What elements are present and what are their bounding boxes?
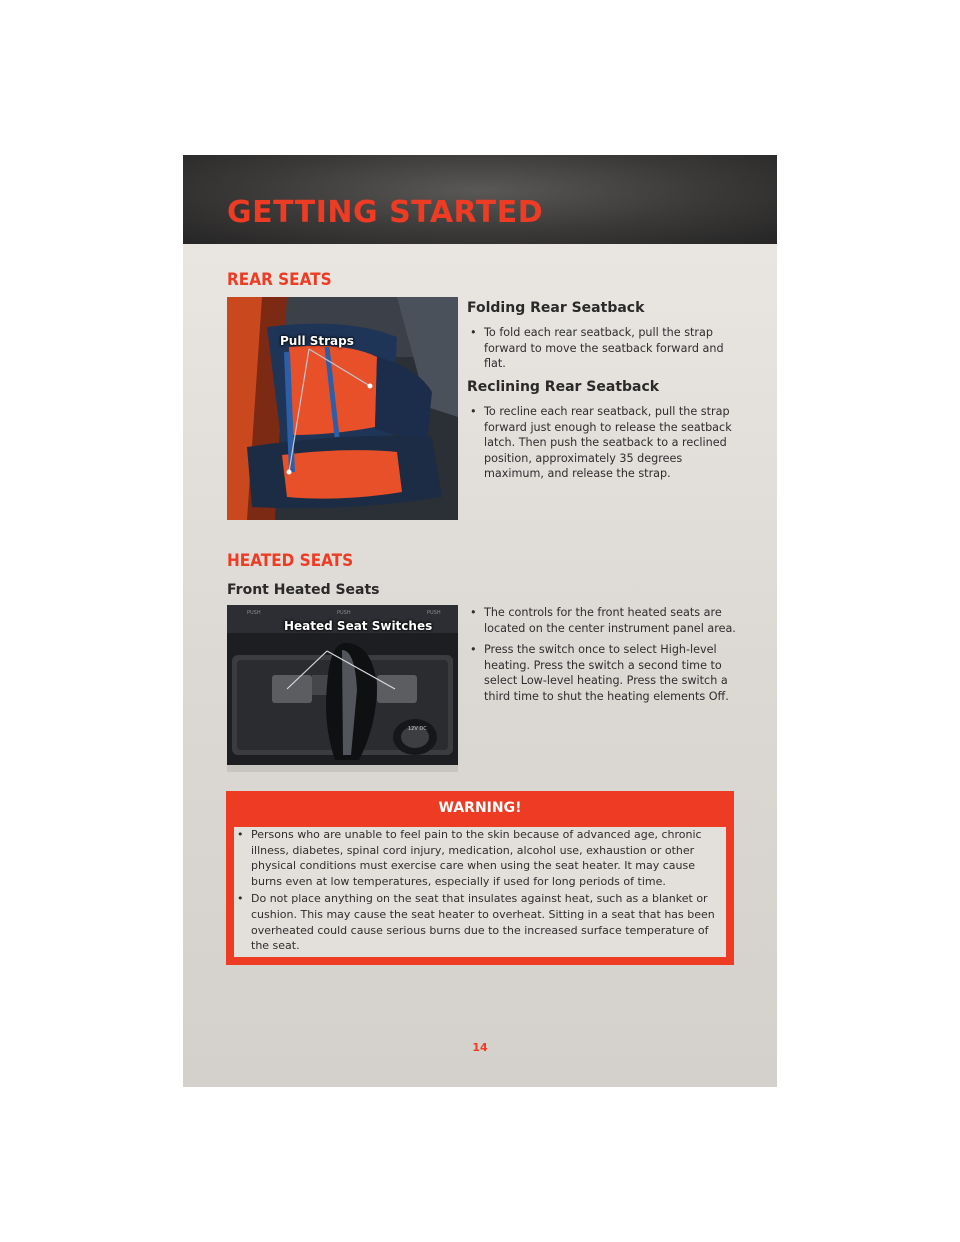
heated-seat-switches-callout: Heated Seat Switches <box>284 619 433 633</box>
folding-bullets <box>467 325 737 378</box>
front-heated-seats-title: Front Heated Seats <box>227 582 380 598</box>
header-title: GETTING STARTED <box>227 195 544 230</box>
heated-seats-bullets <box>467 605 737 711</box>
pull-straps-callout: Pull Straps <box>280 334 354 348</box>
manual-page <box>183 155 777 1087</box>
rear-seats-title: REAR SEATS <box>227 270 332 290</box>
photo-label-push: PUSH <box>247 610 261 616</box>
photo-label-push: PUSH <box>427 610 441 616</box>
warning-bullets <box>234 827 722 956</box>
warning-box <box>226 791 734 965</box>
rear-seat-photo <box>227 297 458 520</box>
page-number: 14 <box>472 1041 488 1054</box>
folding-rear-seatback-title: Folding Rear Seatback <box>467 300 645 316</box>
page-header <box>183 155 777 244</box>
list-item: • Do not place anything on the seat that insulates against heat, such as a blanket or cushion. This may cause the seat heater to overheat. Sitting in a seat that has been overheated could cause serious burns due to the increased surface temperature of the seat. <box>234 891 722 953</box>
list-item: • Press the switch once to select High-level heating. Press the switch a second time to select Low-level heating. Press the switch a third time to shut the heating elements Off. <box>467 642 737 704</box>
list-item: • The controls for the front heated seats are located on the center instrument panel area. <box>467 605 737 636</box>
heated-seat-switch-photo <box>227 605 458 772</box>
photo-label-push: PUSH <box>337 610 351 616</box>
reclining-bullets <box>467 404 737 488</box>
heated-seats-title: HEATED SEATS <box>227 551 354 571</box>
warning-title: WARNING! <box>438 800 522 816</box>
list-item: • To fold each rear seatback, pull the strap forward to move the seatback forward and flat. <box>467 325 737 372</box>
warning-body <box>234 827 726 957</box>
list-item: • To recline each rear seatback, pull the strap forward just enough to release the seatback latch. Then push the seatback to a reclined position, approximately 35 degrees maximum, and release the strap. <box>467 404 737 482</box>
reclining-rear-seatback-title: Reclining Rear Seatback <box>467 379 660 395</box>
photo-label-power: 12V DC <box>408 726 427 732</box>
list-item: • Persons who are unable to feel pain to the skin because of advanced age, chronic illness, diabetes, spinal cord injury, medication, alcohol use, exhaustion or other physical conditions must exercise care when using the seat heater. It may cause burns even at low temperatures, especially if used for long periods of time. <box>234 827 722 889</box>
